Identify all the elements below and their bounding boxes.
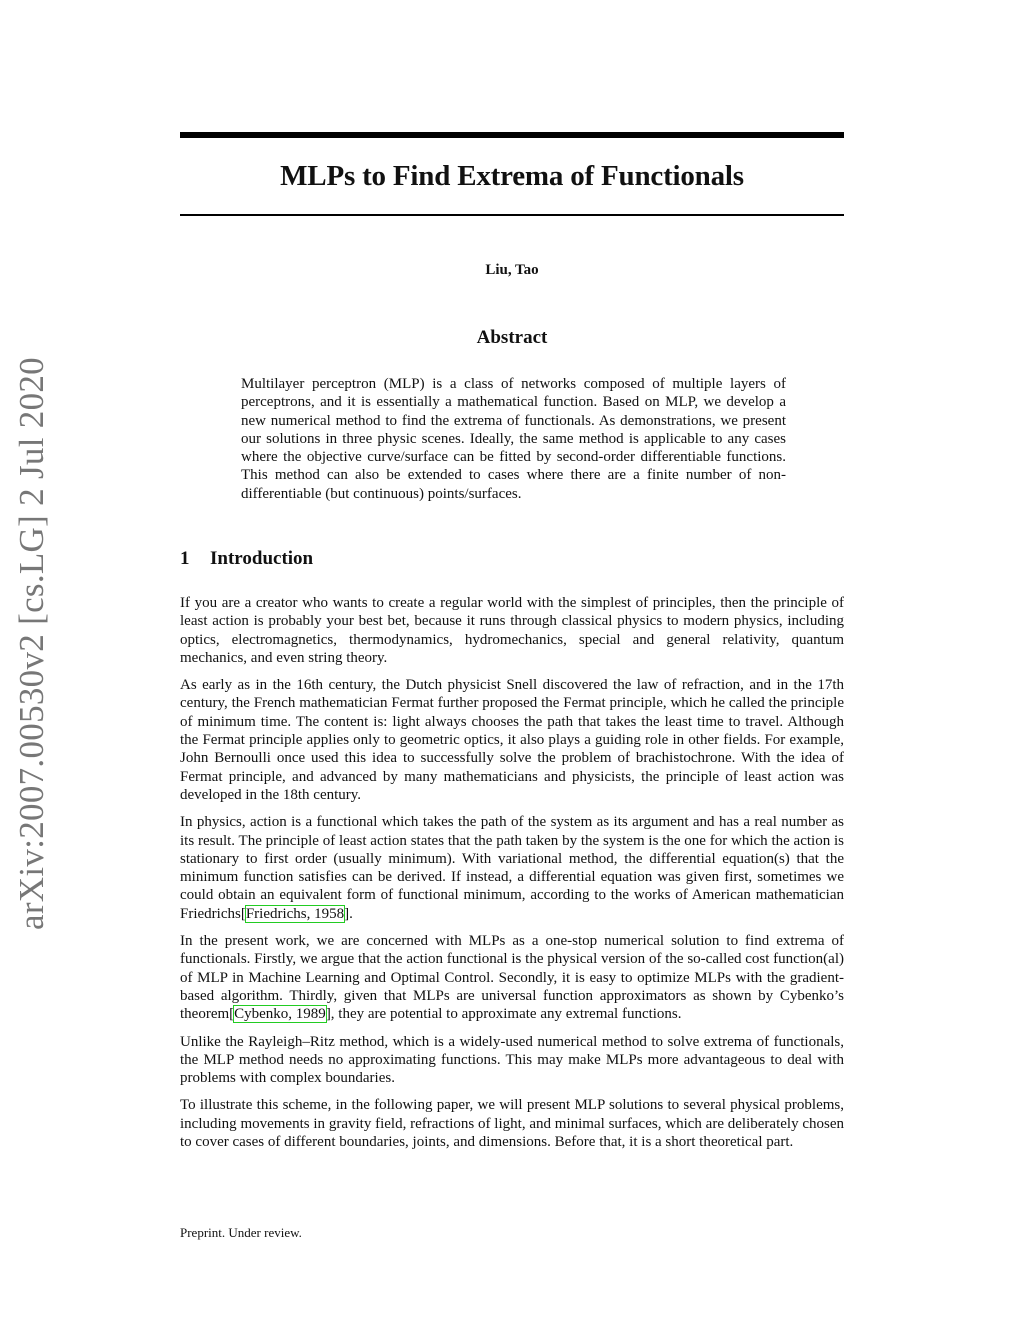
paragraph-text: In the present work, we are concerned with MLPs as a one-stop numerical solution to find extrema of functionals. Firstly, we argue that the action functional is the physical version of the so-called cost function(al) of MLP in Machine Learning and Optimal Control. Secondly, it is easy to optimize MLPs with the gradient-based algorithm. Thirdly, given that MLPs are universal function approximators as shown by Cybenko’s theorem[ (180, 933, 844, 1023)
intro-paragraph-2: As early as in the 16th century, the Dutch physicist Snell discovered the law of refraction, and in the 17th century, the French mathematician Fermat further proposed the Fermat principle, which he called the principle of minimum time. The content is: light always chooses the path that takes the least time to travel. Although the Fermat principle applies only to geometric optics, it also plays a guiding role in other fields. For example, John Bernoulli once used this idea to successfully solve the problem of brachistochrone. With the idea of Fermat principle, and advanced by many mathematicians and physicists, the principle of least action was developed in the 18th century. (180, 677, 844, 803)
arxiv-sidebar-stamp: arXiv:2007.00530v2 [cs.LG] 2 Jul 2020 (12, 357, 51, 930)
section-title: Introduction (210, 548, 314, 569)
section-number: 1 (180, 548, 190, 569)
introduction-body (180, 594, 844, 1160)
intro-paragraph-6: To illustrate this scheme, in the following paper, we will present MLP solutions to several physical problems, including movements in gravity field, refractions of light, and minimal surfaces, which are deliberately chosen to cover cases of different boundaries, joints, and dimensions. Before that, it is a short theoretical part. (180, 1097, 844, 1151)
paragraph-text: In physics, action is a functional which takes the path of the system as its argument and has a real number as its result. The principle of least action states that the path taken by the system is the one for which the action is stationary to first order (usually minimum). With variational method, the differential equation(s) that the minimum function satisfies can be derived. If instead, a differential equation was given first, sometimes we could obtain an equivalent form of functional minimum, according to the works of American mathematician Friedrichs[ (180, 814, 844, 922)
author-name: Liu, Tao (485, 262, 539, 278)
preprint-footer-note: Preprint. Under review. (180, 1225, 302, 1240)
abstract-text: Multilayer perceptron (MLP) is a class of networks composed of multiple layers of perceptrons, and it is essentially a mathematical function. Based on MLP, we develop a new numerical method to find the extrema of functionals. As demonstrations, we present our solutions in three physic scenes. Ideally, the same method is applicable to any cases where the objective curve/surface can be fitted by second-order differentiable functions. This method can also be extended to cases where there are a finite number of non-differentiable (but continuous) points/surfaces. (241, 376, 786, 502)
intro-paragraph-1: If you are a creator who wants to create a regular world with the simplest of principles, then the principle of least action is probably your best bet, because it runs through classical physics to modern physics, including optics, electromagnetics, thermodynamics, hydromechanics, special and general relativity, quantum mechanics, and even string theory. (180, 595, 844, 666)
paragraph-text: ], they are potential to approximate any extremal functions. (325, 1006, 682, 1023)
section-heading-introduction (180, 548, 313, 570)
abstract-heading: Abstract (476, 327, 548, 348)
title-bottom-rule (180, 214, 844, 216)
citation-link-cybenko[interactable]: Cybenko, 1989 (234, 1006, 326, 1023)
paragraph-text: ]. (344, 905, 353, 922)
intro-paragraph-4 (180, 932, 844, 1023)
paper-title: MLPs to Find Extrema of Functionals (280, 160, 744, 192)
citation-link-friedrichs[interactable]: Friedrichs, 1958 (245, 905, 345, 922)
intro-paragraph-3 (180, 813, 844, 923)
intro-paragraph-5: Unlike the Rayleigh–Ritz method, which is a widely-used numerical method to solve extrema of functionals, the MLP method needs no approximating functions. This may make MLPs more advantageous to deal with problems with complex boundaries. (180, 1033, 844, 1087)
title-top-rule (180, 132, 844, 138)
